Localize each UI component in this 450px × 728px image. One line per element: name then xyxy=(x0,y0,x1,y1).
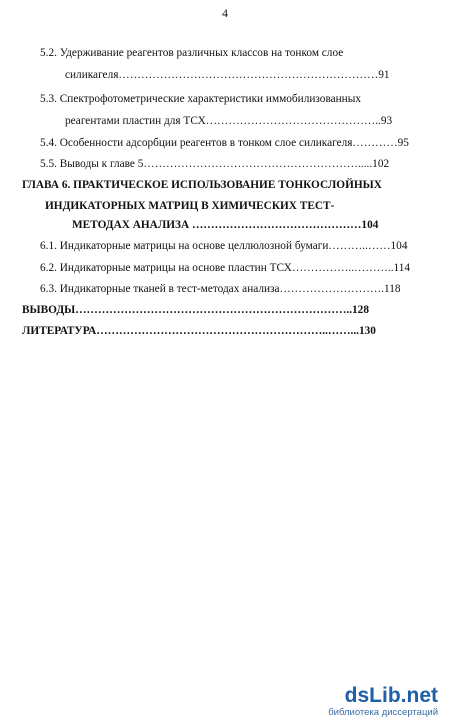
toc-entry-5-4: 5.4. Особенности адсорбции реагентов в тонком слое силикагеля…………95 xyxy=(40,137,409,149)
toc-entry-6-3: 6.3. Индикаторные тканей в тест-методах анализа……………………….118 xyxy=(40,283,401,295)
watermark-brand: dsLib.net xyxy=(344,684,438,707)
toc-entry-5-5: 5.5. Выводы к главе 5………………………………………………….....102 xyxy=(40,158,390,170)
watermark-tagline: библиотека диссертаций xyxy=(328,707,438,718)
toc-conclusions: ВЫВОДЫ………………………………………………………………..128 xyxy=(22,304,369,316)
watermark-logo xyxy=(288,684,438,718)
toc-entry-5-2-line2: силикагеля……………………………………………………………91 xyxy=(65,69,390,81)
toc-entry-5-3-line1: 5.3. Спектрофотометрические характеристики иммобилизованных xyxy=(40,93,361,105)
page-number: 4 xyxy=(222,6,228,20)
toc-entry-6-1: 6.1. Индикаторные матрицы на основе целлюлозной бумаги………..……104 xyxy=(40,240,408,252)
toc-entry-5-3-line2: реагентами пластин для ТСХ………………………………………..93 xyxy=(65,115,393,127)
toc-entry-5-2-line1: 5.2. Удерживание реагентов различных классов на тонком слое xyxy=(40,47,344,59)
toc-chapter-6-line2: ИНДИКАТОРНЫХ МАТРИЦ В ХИМИЧЕСКИХ ТЕСТ- xyxy=(45,200,335,212)
toc-chapter-6-line1: ГЛАВА 6. ПРАКТИЧЕСКОЕ ИСПОЛЬЗОВАНИЕ ТОНКОСЛОЙНЫХ xyxy=(22,179,382,191)
toc-chapter-6-line3: МЕТОДАХ АНАЛИЗА ………………………………………104 xyxy=(72,219,379,231)
toc-literature: ЛИТЕРАТУРА……………………………………………………..……...130 xyxy=(22,325,376,337)
toc-entry-6-2: 6.2. Индикаторные матрицы на основе пластин ТСХ……………..………..114 xyxy=(40,262,411,274)
